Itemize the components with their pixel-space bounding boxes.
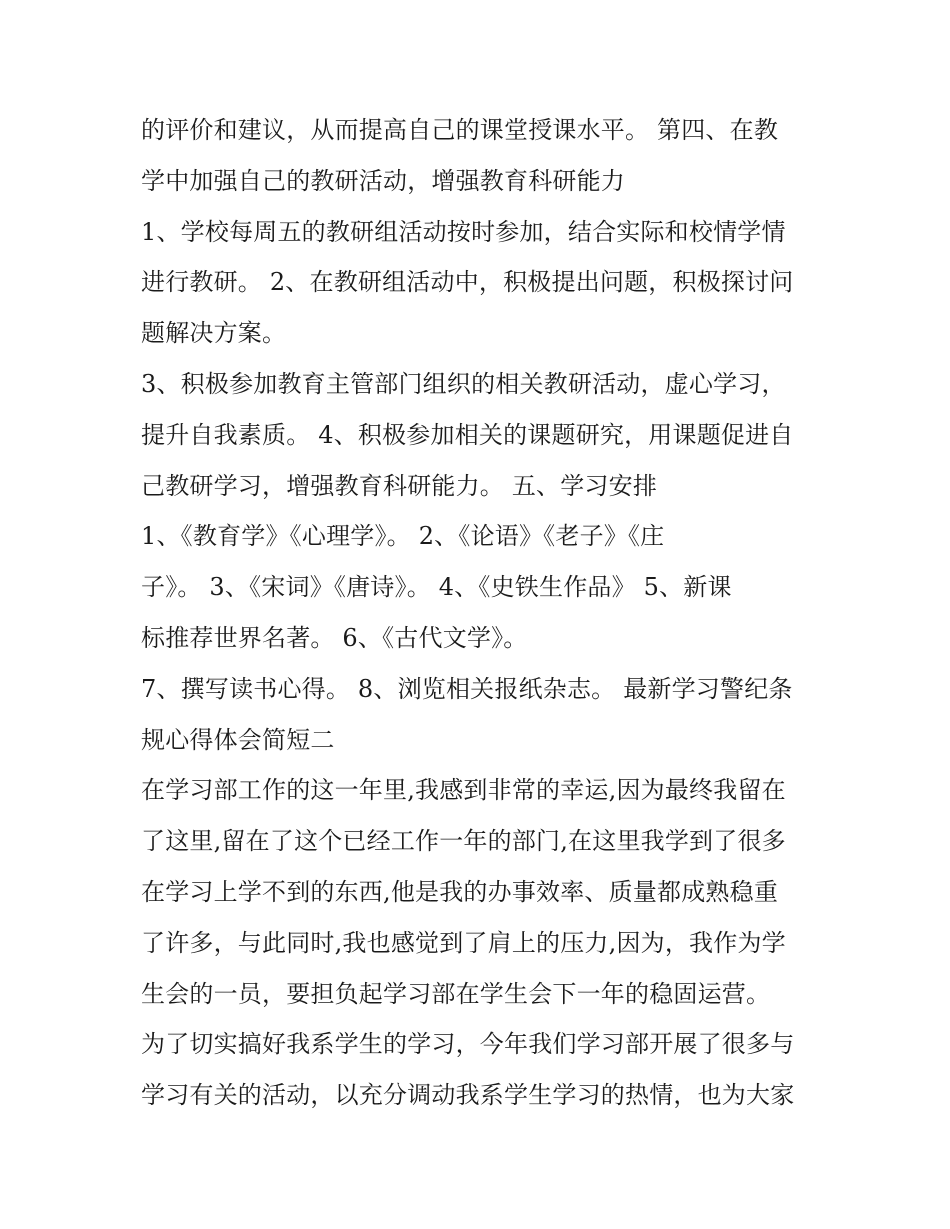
text-line: 生会的一员，要担负起学习部在学生会下一年的稳固运营。 <box>141 979 771 1008</box>
text-line: 提升自我素质。 4、积极参加相关的课题研究，用课题促进自 <box>141 420 794 449</box>
body-text <box>141 108 821 1124</box>
text-line: 了这里,留在了这个已经工作一年的部门,在这里我学到了很多 <box>141 827 786 856</box>
text-line: 1、《教育学》《心理学》。 2、《论语》《老子》《庄 <box>141 522 665 551</box>
text-line: 标推荐世界名著。 6、《古代文学》。 <box>141 623 528 652</box>
text-line: 7、撰写读书心得。 8、浏览相关报纸杂志。 最新学习警纪条 <box>141 674 793 703</box>
text-line: 规心得体会简短二 <box>141 725 335 754</box>
text-line: 3、积极参加教育主管部门组织的相关教研活动，虚心学习， <box>141 369 786 398</box>
text-line: 题解决方案。 <box>141 319 287 348</box>
text-line: 学中加强自己的教研活动，增强教育科研能力 <box>141 166 625 195</box>
text-line: 在学习部工作的这一年里,我感到非常的幸运,因为最终我留在 <box>141 776 786 805</box>
text-line: 的评价和建议，从而提高自己的课堂授课水平。 第四、在教 <box>141 116 779 144</box>
text-line: 进行教研。 2、在教研组活动中，积极提出问题，积极探讨问 <box>141 268 794 297</box>
text-line: 己教研学习，增强教育科研能力。 五、学习安排 <box>141 471 658 500</box>
text-line: 为了切实搞好我系学生的学习，今年我们学习部开展了很多与 <box>141 1030 795 1059</box>
text-line: 学习有关的活动，以充分调动我系学生学习的热情，也为大家 <box>141 1081 795 1110</box>
text-line: 子》。 3、《宋词》《唐诗》。 4、《史铁生作品》 5、新课 <box>141 573 732 602</box>
text-line: 1、学校每周五的教研组活动按时参加，结合实际和校情学情 <box>141 217 786 246</box>
text-line: 了许多，与此同时,我也感觉到了肩上的压力,因为，我作为学 <box>141 928 786 957</box>
text-line: 在学习上学不到的东西,他是我的办事效率、质量都成熟稳重 <box>141 877 779 906</box>
